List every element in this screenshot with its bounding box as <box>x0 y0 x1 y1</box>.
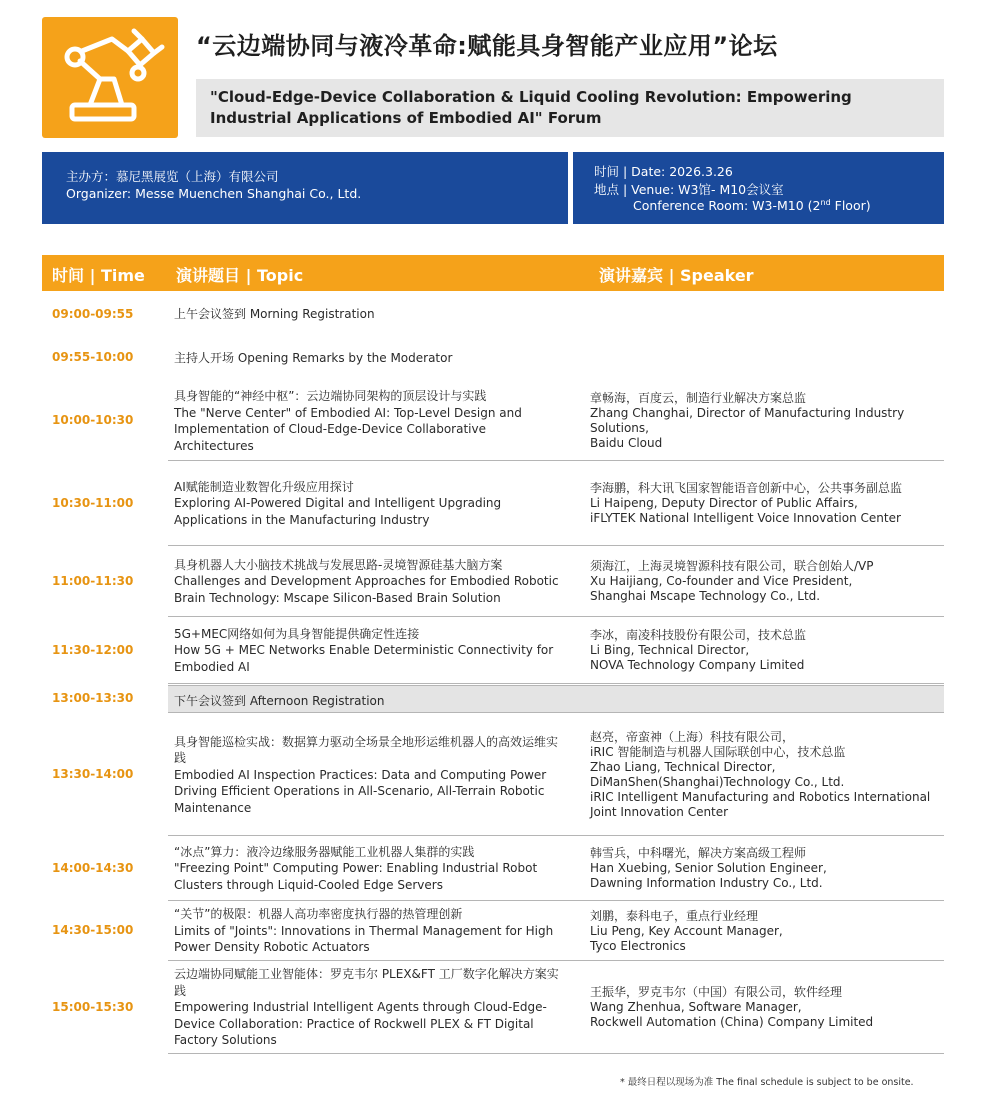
row-time: 09:00-09:55 <box>52 306 134 321</box>
room-line-sup: nd <box>820 198 831 207</box>
row-time: 10:00-10:30 <box>52 413 134 427</box>
row-speaker: 须海江，上海灵境智源科技有限公司，联合创始人/VP Xu Haijiang, Co-founder and Vice President, Shanghai Mscape Technology Co., Ltd. <box>590 559 874 603</box>
row-time: 10:30-11:00 <box>52 495 134 510</box>
room-line <box>633 198 871 213</box>
row-divider <box>168 1053 944 1054</box>
row-speaker: 韩雪兵，中科曙光，解决方案高级工程师 Han Xuebing, Senior Solution Engineer, Dawning Information Industry Co., Ltd. <box>590 846 827 890</box>
row-topic: “关节”的极限：机器人高功率密度执行器的热管理创新 Limits of "Joints": Innovations in Thermal Management for High Power Density Robotic Actuators <box>174 907 554 954</box>
row-topic: 云边端协同赋能工业智能体：罗克韦尔 PLEX&FT 工厂数字化解决方案实践 Empowering Industrial Intelligent Agents through Cloud-Edge-Device Collaboration: Practice of Rockwell PLEX & FT Digital Factory Solutions <box>174 967 559 1047</box>
row-speaker: 章畅海，百度云，制造行业解决方案总监 Zhang Changhai, Director of Manufacturing Industry Solutions, Baidu Cloud <box>590 391 905 450</box>
schedule-row <box>0 961 986 1054</box>
organizer-en: Organizer: Messe Muenchen Shanghai Co., Ltd. <box>66 186 362 201</box>
header-speaker: 演讲嘉宾 | Speaker <box>599 266 754 285</box>
footnote: * 最终日程以现场为准 The final schedule is subject to be onsite. <box>620 1077 914 1088</box>
row-topic: 具身智能的“神经中枢”：云边端协同架构的顶层设计与实践 The "Nerve Center" of Embodied AI: Top-Level Design and Implementation of Cloud-Edge-Device Collaborative Architectures <box>174 389 522 453</box>
schedule-row <box>0 338 986 378</box>
row-speaker: 李海鹏，科大讯飞国家智能语音创新中心，公共事务副总监 Li Haipeng, Deputy Director of Public Affairs, iFLYTEK National Intelligent Voice Innovation Center <box>590 481 903 525</box>
row-speaker: 赵亮，帝蛮神（上海）科技有限公司， iRIC 智能制造与机器人国际联创中心，技术总监 Zhao Liang, Technical Director, DiManShen(Shanghai)Technology Co., Ltd. iRIC Intelligent Manufacturing and Robotics International Joint Innovation Center <box>590 730 931 819</box>
schedule-row <box>0 617 986 684</box>
row-speaker: 刘鹏，泰科电子，重点行业经理 Liu Peng, Key Account Manager, Tyco Electronics <box>590 908 783 953</box>
row-topic: “冰点”算力：液冷边缘服务器赋能工业机器人集群的实践 "Freezing Point" Computing Power: Enabling Industrial Robot Clusters through Liquid-Cooled Edge Servers <box>174 844 538 892</box>
row-time: 11:00-11:30 <box>52 573 134 588</box>
row-time: 14:00-14:30 <box>52 860 134 875</box>
date-line: 时间 | Date: 2026.3.26 <box>594 164 733 179</box>
row-speaker: 李冰，南凌科技股份有限公司，技术总监 Li Bing, Technical Director, NOVA Technology Company Limited <box>590 628 807 672</box>
robot-arm-icon <box>42 17 178 138</box>
row-time: 13:00-13:30 <box>52 691 134 705</box>
row-topic: 主持人开场 Opening Remarks by the Moderator <box>174 350 453 365</box>
room-line-main: Conference Room: W3-M10 (2 <box>633 198 821 214</box>
row-topic: AI赋能制造业数智化升级应用探讨 Exploring AI-Powered Digital and Intelligent Upgrading Applications in the Manufacturing Industry <box>174 479 502 527</box>
schedule-row <box>0 684 986 714</box>
venue-line: 地点 | Venue: W3馆- M10会议室 <box>594 182 784 197</box>
title-english-box <box>196 79 944 137</box>
schedule-row <box>0 381 986 461</box>
header-topic: 演讲题目 | Topic <box>176 266 304 285</box>
registration-bar <box>168 685 944 713</box>
schedule-row <box>0 461 986 546</box>
header-time: 时间 | Time <box>52 266 145 285</box>
schedule-row <box>0 546 986 617</box>
logo-tile <box>42 17 178 138</box>
row-time: 15:00-15:30 <box>52 999 134 1014</box>
row-time: 13:30-14:00 <box>52 767 134 781</box>
schedule-row <box>0 836 986 901</box>
row-time: 14:30-15:00 <box>52 923 134 937</box>
schedule-row <box>0 714 986 836</box>
date-venue-panel <box>573 152 944 224</box>
schedule-row <box>0 901 986 961</box>
organizer-panel <box>42 152 568 224</box>
row-time: 11:30-12:00 <box>52 642 134 657</box>
row-time: 09:55-10:00 <box>52 350 134 364</box>
row-topic: 5G+MEC网络如何为具身智能提供确定性连接 How 5G + MEC Networks Enable Deterministic Connectivity for Embodied AI <box>174 626 554 674</box>
title-english: "Cloud-Edge-Device Collaboration & Liquid Cooling Revolution: Empowering Industrial Applications of Embodied AI" Forum <box>210 88 852 127</box>
room-line-tail: Floor) <box>830 198 871 214</box>
schedule-row <box>0 295 986 334</box>
title-chinese: “云边端协同与液冷革命:赋能具身智能产业应用”论坛 <box>196 32 778 60</box>
row-topic: 下午会议签到 Afternoon Registration <box>174 694 385 708</box>
row-topic: 上午会议签到 Morning Registration <box>174 307 375 321</box>
row-speaker: 王振华，罗克韦尔（中国）有限公司，软件经理 Wang Zhenhua, Software Manager, Rockwell Automation (China) Company Limited <box>590 985 874 1029</box>
row-topic: 具身机器人大小脑技术挑战与发展思路-灵境智源硅基大脑方案 Challenges and Development Approaches for Embodied Robotic Brain Technology: Mscape Silicon-Based Brain Solution <box>174 557 559 605</box>
schedule-header <box>42 255 944 291</box>
row-topic: 具身智能巡检实战：数据算力驱动全场景全地形运维机器人的高效运维实践 Embodied AI Inspection Practices: Data and Computing Power Driving Efficient Operations in All-Scenario, All-Terrain Robotic Maintenance <box>174 734 559 815</box>
organizer-cn: 主办方：慕尼黑展览（上海）有限公司 <box>66 169 279 184</box>
